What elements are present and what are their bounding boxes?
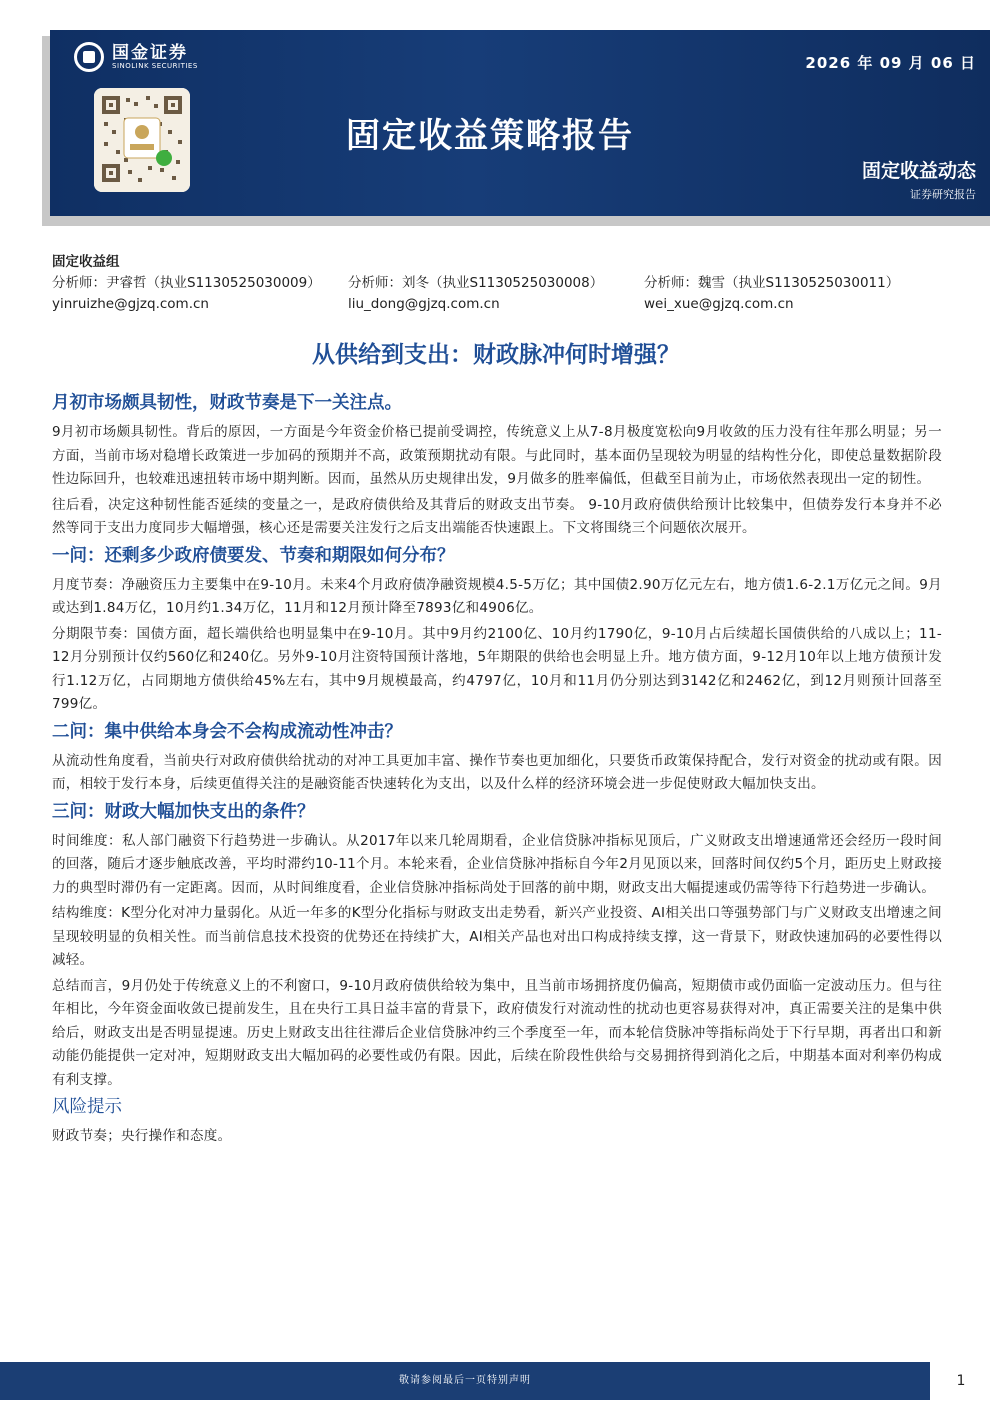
paragraph: 总结而言，9月仍处于传统意义上的不利窗口，9-10月政府债供给较为集中，且当前市场拥挤度仍偏高，短期债市或仍面临一定波动压力。但与往年相比，今年资金面收敛已提前发生，且在央行工具日益丰富的背景下，政府债发行对流动性的扰动也更容易获得对冲，真正需要关注的是集中供给后，财政支出是否明显提速。历史上财政支出往往滞后企业信贷脉冲约三个季度至一年，而本轮信贷脉冲等指标尚处于下行早期，再者出口和新动能仍能提供一定对冲，短期财政支出大幅加码的必要性或仍有限。因此，后续在阶段性供给与交易拥挤得到消化之后，中期基本面对利率仍构成有利支撑。	[52, 977, 942, 1088]
paragraph: 财政节奏；央行操作和态度。	[52, 1128, 232, 1144]
author-block	[52, 252, 952, 315]
section-heading: 风险提示	[52, 1097, 122, 1117]
logo-name-en: SINOLINK SECURITIES	[112, 61, 198, 70]
author-email[interactable]: yinruizhe@gjzq.com.cn	[52, 296, 209, 312]
section-heading: 二问：集中供给本身会不会构成流动性冲击？	[52, 721, 402, 742]
page-footer	[0, 1362, 992, 1403]
page-number: 1	[956, 1373, 966, 1389]
document-title: 从供给到支出：财政脉冲何时增强？	[312, 342, 680, 368]
paragraph: 9月初市场颇具韧性。背后的原因，一方面是今年资金价格已提前受调控，传统意义上从7-8月极度宽松向9月收敛的压力没有往年那么明显；另一方面，当前市场对稳增长政策进一步加码的预期并不高，政策预期扰动有限。与此同时，基本面仍呈现较为明显的结构性分化，即使总量数据阶段性边际回升，也较难迅速扭转市场中期判断。因而，虽然从历史规律出发，9月做多的胜率偏低，但截至目前为止，市场依然表现出一定的韧性。	[52, 424, 942, 487]
company-logo	[74, 42, 198, 72]
author-email[interactable]: wei_xue@gjzq.com.cn	[644, 296, 794, 312]
footer-disclaimer: 敬请参阅最后一页特别声明	[0, 1362, 930, 1400]
author-name: 分析师：尹睿哲（执业S1130525030009）	[52, 275, 321, 291]
paragraph: 分期限节奏：国债方面，超长端供给也明显集中在9-10月。其中9月约2100亿、10月约1790亿，9-10月占后续超长国债供给的八成以上；11-12月分别预计仅约560亿和240亿。另外9-10月注资特国预计落地，5年期限的供给也会明显上升。地方债方面，9-12月10年以上地方债预计发行1.12万亿，占同期地方债供给45%左右，其中9月规模最高，约4797亿，10月和11月仍分别达到3142亿和2462亿，到12月则预计回落至799亿。	[52, 625, 942, 712]
logo-icon	[74, 42, 104, 72]
paragraph: 往后看，决定这种韧性能否延续的变量之一，是政府债供给及其背后的财政支出节奏。 9-10月政府债供给预计比较集中，但债券发行本身并不必然等同于支出力度同步大幅增强，核心还是需要关注发行之后支出端能否快速跟上。下文将围绕三个问题依次展开。	[52, 496, 942, 536]
paragraph: 从流动性角度看，当前央行对政府债供给扰动的对冲工具更加丰富、操作节奏也更加细化，只要货币政策保持配合，发行对资金的扰动或有限。因而，相较于发行本身，后续更值得关注的是融资能否快速转化为支出，以及什么样的经济环境会进一步促使财政大幅加快支出。	[52, 752, 942, 792]
paragraph: 月度节奏：净融资压力主要集中在9-10月。未来4个月政府债净融资规模4.5-5万亿；其中国债2.90万亿元左右，地方债1.6-2.1万亿元之间。9月或达到1.84万亿，10月约1.34万亿，11月和12月预计降至7893亿和4906亿。	[52, 576, 942, 616]
section-heading: 三问：财政大幅加快支出的条件？	[52, 801, 315, 822]
section-heading: 月初市场颇具韧性，财政节奏是下一关注点。	[52, 393, 402, 413]
logo-name-cn: 国金证券	[112, 42, 188, 63]
author-name: 分析师：魏雪（执业S1130525030011）	[644, 275, 900, 291]
report-date: 2026 年 09 月 06 日	[805, 54, 976, 72]
paragraph: 结构维度：K型分化对冲力量弱化。从近一年多的K型分化指标与财政支出走势看，新兴产业投资、AI相关出口等强势部门与广义财政支出增速之间呈现较明显的负相关性。而当前信息技术投资的优势还在持续扩大，AI相关产品也对出口构成持续支撑，这一背景下，财政快速加码的必要性得以减轻。	[52, 905, 942, 968]
report-header	[50, 30, 990, 216]
report-category: 证券研究报告	[910, 188, 976, 201]
paragraph: 时间维度：私人部门融资下行趋势进一步确认。从2017年以来几轮周期看，企业信贷脉冲指标见顶后，广义财政支出增速通常还会经历一段时间的回落，随后才逐步触底改善，平均时滞约10-11个月。本轮来看，企业信贷脉冲指标自今年2月见顶以来，回落时间仅约5个月，距历史上财政接力的典型时滞仍有一定距离。因而，从时间维度看，企业信贷脉冲指标尚处于回落的前中期，财政支出大幅提速或仍需等待下行趋势进一步确认。	[52, 832, 942, 896]
qr-code-icon	[94, 88, 190, 192]
author-name: 分析师：刘冬（执业S1130525030008）	[348, 275, 604, 291]
report-subtitle: 固定收益动态	[861, 160, 976, 182]
report-body	[52, 390, 942, 1151]
author-email[interactable]: liu_dong@gjzq.com.cn	[348, 296, 500, 312]
research-group: 固定收益组	[52, 254, 120, 270]
section-heading: 一问：还剩多少政府债要发、节奏和期限如何分布？	[52, 545, 455, 566]
report-type-title: 固定收益策略报告	[346, 116, 634, 156]
